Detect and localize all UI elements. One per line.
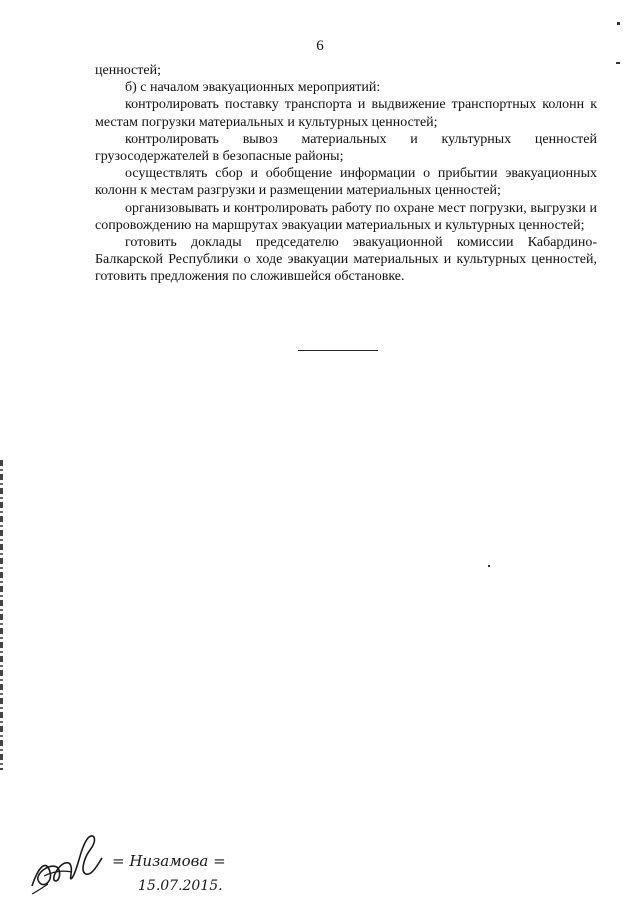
paragraph-reports: готовить доклады председателю эвакуационной комиссии Кабардино-Балкарской Республики о ходе эвакуации материальных и культурных ценностей, готовить предложения по сложившейся обстановке. bbox=[95, 235, 597, 285]
document-body bbox=[95, 62, 597, 286]
scan-mark-right bbox=[616, 62, 620, 64]
paragraph-security-organization: организовывать и контролировать работу по охране мест погрузки, выгрузки и сопровождению на маршрутах эвакуации материальных и культурных ценностей; bbox=[95, 200, 597, 233]
binding-edge-marks bbox=[0, 460, 3, 770]
scan-mark-top-right bbox=[617, 22, 620, 25]
handwritten-date: 15.07.2015. bbox=[138, 878, 223, 894]
paragraph-transport-control: контролировать поставку транспорта и выдвижение транспортных колонн к местам погрузки материальных и культурных ценностей; bbox=[95, 97, 597, 130]
paragraph-information-collection: осуществлять сбор и обобщение информации о прибытии эвакуационных колонн к местам разгрузки и размещении материальных ценностей; bbox=[95, 166, 597, 199]
paragraph-continuation: ценностей; bbox=[95, 63, 161, 78]
handwritten-name-date bbox=[108, 848, 248, 898]
scan-dot bbox=[488, 565, 490, 567]
end-separator-line bbox=[298, 350, 378, 351]
paragraph-removal-control: контролировать вывоз материальных и культурных ценностей грузосодержателей в безопасные районы; bbox=[95, 131, 597, 165]
handwritten-name: = Низамова = bbox=[112, 852, 226, 870]
paragraph-subsection-b: б) с началом эвакуационных мероприятий: bbox=[125, 80, 381, 96]
handwritten-signature bbox=[28, 828, 108, 898]
page-number: 6 bbox=[316, 38, 324, 54]
